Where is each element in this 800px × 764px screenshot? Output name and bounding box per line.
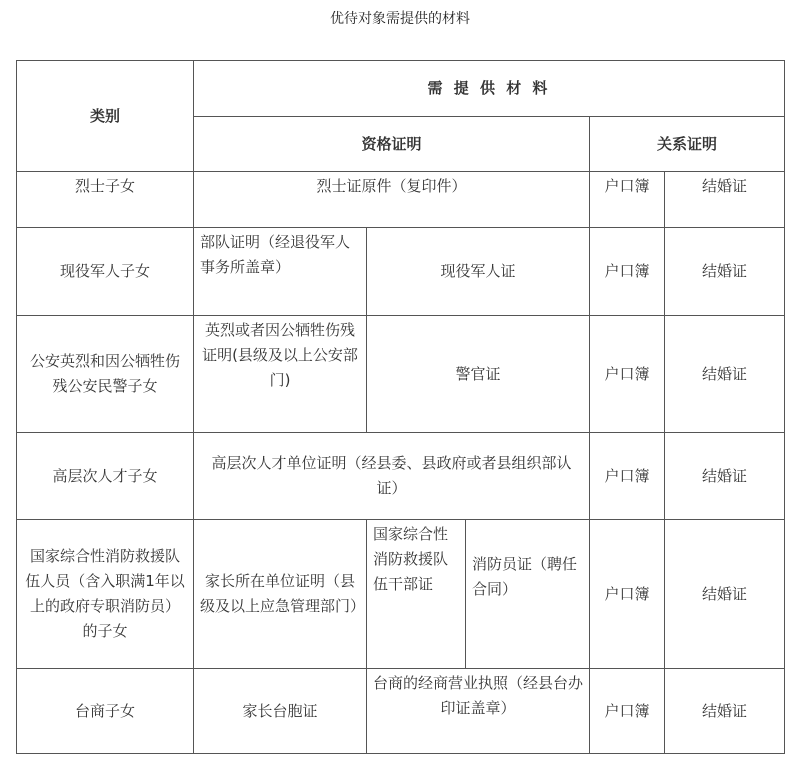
row1-marriage: 结婚证 (664, 227, 785, 316)
header-relation: 关系证明 (589, 116, 785, 172)
row2-marriage: 结婚证 (664, 315, 785, 433)
row2-hukou: 户口簿 (589, 315, 665, 433)
row2-qualification-a: 英烈或者因公牺牲伤残证明(县级及以上公安部门) (193, 315, 367, 433)
row1-qualification-b: 现役军人证 (366, 227, 590, 316)
header-materials: 需 提 供 材 料 (193, 60, 785, 117)
row3-marriage: 结婚证 (664, 432, 785, 520)
row1-qualification-a: 部队证明（经退役军人事务所盖章） (193, 227, 367, 316)
row3-qualification: 高层次人才单位证明（经县委、县政府或者县组织部认证） (193, 432, 590, 520)
row4-qualification-c: 消防员证（聘任合同） (465, 519, 590, 669)
row2-category: 公安英烈和因公牺牲伤残公安民警子女 (16, 315, 194, 433)
row0-category: 烈士子女 (16, 171, 194, 228)
row5-marriage: 结婚证 (664, 668, 785, 754)
row5-qualification-a: 家长台胞证 (193, 668, 367, 754)
row4-hukou: 户口簿 (589, 519, 665, 669)
row0-marriage: 结婚证 (664, 171, 785, 228)
row0-qualification: 烈士证原件（复印件） (193, 171, 590, 228)
row4-marriage: 结婚证 (664, 519, 785, 669)
header-category: 类别 (16, 60, 194, 172)
row4-qualification-a: 家长所在单位证明（县级及以上应急管理部门） (193, 519, 367, 669)
row5-category: 台商子女 (16, 668, 194, 754)
row1-hukou: 户口簿 (589, 227, 665, 316)
row0-hukou: 户口簿 (589, 171, 665, 228)
row4-qualification-b: 国家综合性消防救援队伍干部证 (366, 519, 466, 669)
row4-category: 国家综合性消防救援队伍人员（含入职满1年以上的政府专职消防员）的子女 (16, 519, 194, 669)
row5-hukou: 户口簿 (589, 668, 665, 754)
row3-category: 高层次人才子女 (16, 432, 194, 520)
row5-qualification-b: 台商的经商营业执照（经县台办印证盖章） (366, 668, 590, 754)
row2-qualification-b: 警官证 (366, 315, 590, 433)
page-title: 优待对象需提供的材料 (330, 11, 470, 27)
row1-category: 现役军人子女 (16, 227, 194, 316)
header-qualification: 资格证明 (193, 116, 590, 172)
row3-hukou: 户口簿 (589, 432, 665, 520)
